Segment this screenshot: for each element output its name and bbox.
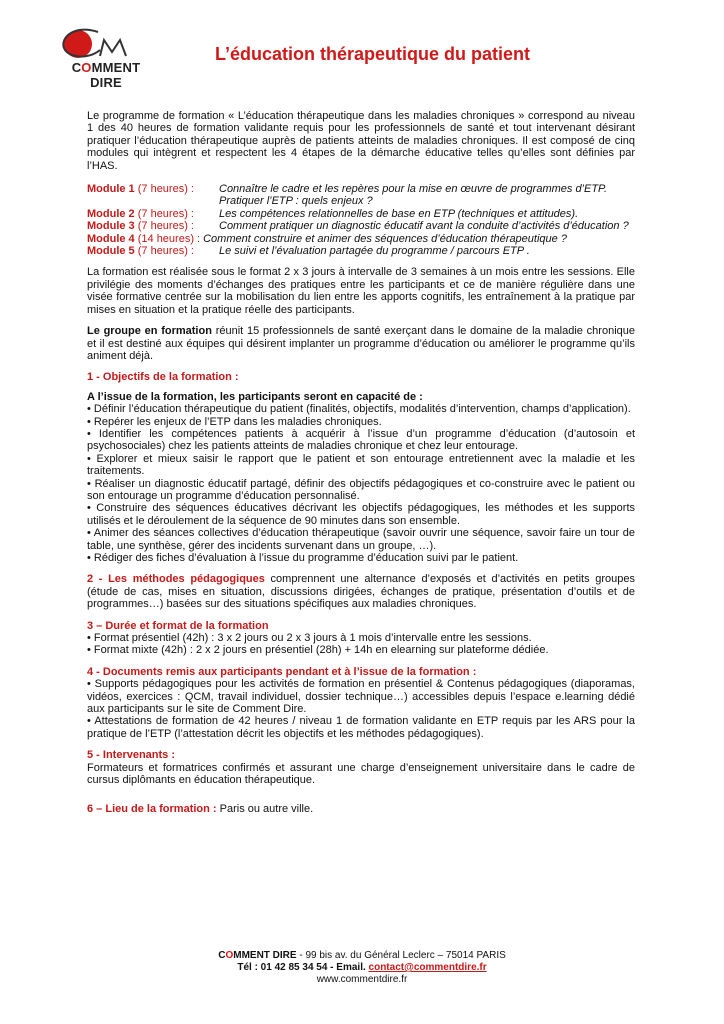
intro-paragraph: Le programme de formation « L’éducation thérapeutique dans les maladies chroniques » correspond au niveau 1 des 40 heures de formation validante requis pour les professionnels de santé et tout intervenant désirant pratiquer l’éducation thérapeutique auprès de patients atteints de maladies chroniques. Il est composé de cinq modules qui intègrent et respectent les 4 étapes de la démarche éducative telles qu’elles sont définies par l’HAS. — [87, 110, 635, 172]
page-title: L’éducation thérapeutique du patient — [215, 44, 531, 64]
group-paragraph: Le groupe en formation réunit 15 professionnels de santé exerçant dans le domaine de la maladie chronique et il est destiné aux équipes qui désirent implanter un programme d’éducation ou améliorer le programme qu’ils animent déjà. — [87, 325, 635, 362]
module-item — [87, 183, 635, 208]
module-hours: (14 heures) : — [137, 232, 201, 245]
document-item: • Attestations de formation de 42 heures / niveau 1 de formation validante en ETP requis par les ARS pour la pratique de l’ETP (l’attestation décrit les objectifs et les méthodes pédagogiques). — [87, 715, 635, 740]
module-list — [87, 183, 635, 257]
module-text: Comment pratiquer un diagnostic éducatif avant la conduite d’activités d’éducation ? — [219, 220, 629, 233]
objective-item: • Repérer les enjeux de l’ETP dans les maladies chroniques. — [87, 415, 382, 428]
email-link[interactable]: contact@commentdire.fr — [368, 962, 487, 973]
footer-website[interactable]: www.commentdire.fr — [316, 974, 408, 985]
objective-item: • Définir l’éducation thérapeutique du patient (finalités, objectifs, modalités d’intervention, champs d’application). — [87, 403, 631, 416]
speakers-text: Formateurs et formatrices confirmés et assurant une charge d’enseignement universitaire dans le cadre de cursus diplômants en éducation thérapeutique. — [87, 761, 635, 787]
module-item — [87, 245, 635, 257]
objective-item: • Rédiger des fiches d’évaluation à l’issue du programme d’éducation suivi par le patient. — [87, 552, 519, 564]
module-name: Module 2 — [87, 207, 135, 220]
module-name: Module 1 — [87, 183, 135, 196]
logo-text: COMMENT DIRE — [71, 60, 141, 90]
location-paragraph: 6 – Lieu de la formation : Paris ou autre ville. — [87, 802, 314, 815]
section-heading: 5 - Intervenants : — [87, 749, 176, 762]
module-name: Module 5 — [87, 245, 135, 258]
document-item: • Supports pédagogiques pour les activités de formation en présentiel & Contenus pédagogiques (diaporamas, vidéos, exercices : QCM, travail individuel, dossier technique…) accessibles depuis l’espace e.learning dédié aux participants sur le site de Comment Dire. — [87, 678, 635, 716]
format-paragraph: La formation est réalisée sous le format 2 x 3 jours à intervalle de 3 semaines à un mois entre les sessions. Elle privilégie des moments d’échanges des pratiques entre les participants et ce de manière régulière dans une visée formative centrée sur la mobilisation du lien entre les apports cognitifs, les entraînement à la pratique par mises en situation et la pratique réelle des participants. — [87, 266, 635, 316]
objective-item: • Animer des séances collectives d’éducation thérapeutique (savoir ouvrir une séquence, savoir faire un tour de table, une synthèse, gérer des incidents survenant dans un groupe, …). — [87, 527, 635, 552]
document-body — [87, 110, 635, 815]
module-hours: (7 heures) : — [137, 245, 194, 258]
module-name: Module 3 — [87, 220, 135, 233]
section-heading: 1 - Objectifs de la formation : — [87, 371, 239, 384]
module-text: Connaître le cadre et les repères pour la mise en œuvre de programmes d’ETP. Pratiquer l’ETP : quels enjeux ? — [219, 183, 608, 208]
methods-paragraph: 2 - Les méthodes pédagogiques comprennent une alternance d’exposés et d’activités en petits groupes (étude de cas, mises en situation, discussions dirigées, échanges de pratique, présentation d’outils et de programmes…) basées sur des situations spécifiques aux maladies chroniques. — [87, 573, 636, 611]
objective-item: • Identifier les compétences patients à acquérir à l’issue d’un programme d’éducation (d’autosoin et psychosociales) chez les patients atteints de maladies chronique et chez leur entourage. — [87, 427, 635, 453]
format-item: • Format mixte (42h) : 2 x 2 jours en présentiel (28h) + 14h en elearning sur plateforme dédiée. — [87, 644, 549, 657]
format-item: • Format présentiel (42h) : 3 x 2 jours ou 2 x 3 jours à 1 mois d’intervalle entre les sessions. — [87, 632, 532, 645]
module-text: Comment construire et animer des séquences d’éducation thérapeutique ? — [203, 232, 567, 245]
module-item — [87, 233, 635, 245]
module-text: Les compétences relationnelles de base en ETP (techniques et attitudes). — [219, 207, 579, 220]
footer-address-line: COMMENT DIRE - 99 bis av. du Général Leclerc – 75014 PARIS — [218, 950, 506, 961]
company-logo — [54, 26, 158, 90]
objective-item: • Construire des séquences éducatives décrivant les objectifs pédagogiques, les méthodes et les supports utilisés et le déroulement de la séquence de 90 minutes dans son ensemble. — [87, 502, 635, 527]
module-hours: (7 heures) : — [137, 207, 194, 220]
module-hours: (7 heures) : — [137, 183, 194, 196]
section-heading: 4 - Documents remis aux participants pendant et à l’issue de la formation : — [87, 665, 477, 678]
module-hours: (7 heures) : — [137, 220, 194, 233]
objectives-lead: A l’issue de la formation, les participants seront en capacité de : — [87, 390, 423, 403]
module-item — [87, 208, 635, 220]
footer-contact-line: Tél : 01 42 85 34 54 - Email. contact@commentdire.fr — [237, 962, 487, 973]
section-heading: 3 – Durée et format de la formation — [87, 619, 269, 632]
module-item — [87, 220, 635, 232]
module-name: Module 4 — [87, 232, 135, 245]
module-text: Le suivi et l’évaluation partagée du programme / parcours ETP . — [219, 245, 530, 258]
page-footer — [0, 950, 724, 986]
objective-item: • Réaliser un diagnostic éducatif partagé, définir des objectifs pédagogiques et co-construire avec le patient ou son entourage un programme d’éducation personnalisé. — [87, 477, 635, 502]
objective-item: • Explorer et mieux saisir le rapport que le patient et son entourage entretiennent avec la maladie et les traitements. — [87, 452, 635, 478]
logo-mark-icon — [54, 26, 158, 62]
